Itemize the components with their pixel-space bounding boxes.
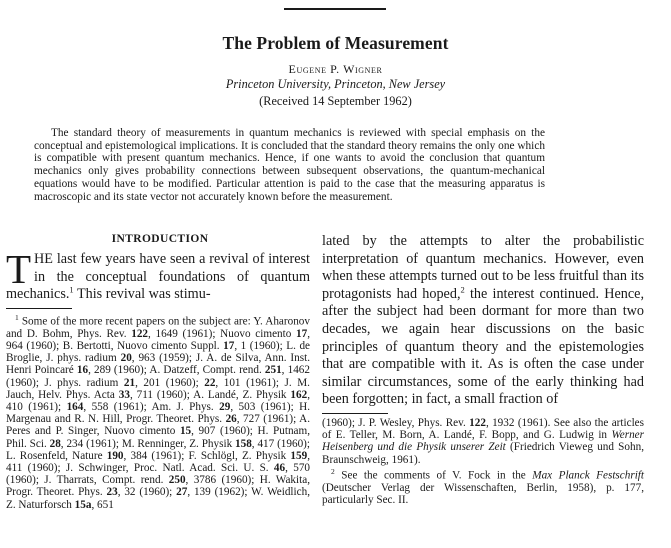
- intro-text-d: the interest continued. Hence, after the subject had been dormant for more than two decades, we again hear discussions on the basic principles of quantum theory and the epistemologies that are compatible with it. As is often the case under similar circumstances, some of the early thinking had been forgotten; in fact, a small fraction of: [322, 285, 644, 408]
- volume-number: 250: [168, 474, 186, 487]
- volume-number: 15a: [74, 498, 92, 511]
- volume-number: 159: [290, 449, 308, 462]
- intro-paragraph-start: [6, 246, 310, 304]
- volume-number: 17: [296, 327, 308, 340]
- volume-number: 251: [264, 364, 282, 377]
- volume-number: 16: [76, 364, 89, 377]
- volume-number: 122: [131, 327, 149, 340]
- intro-text-b: This revival was stimu-: [73, 286, 211, 303]
- italic-title: Werner Heisenberg und die Physik unserer Zeit: [322, 429, 644, 454]
- footnote-2: [322, 466, 644, 506]
- author-affiliation: Princeton University, Princeton, New Jersey: [225, 77, 446, 91]
- volume-number: 23: [106, 486, 118, 499]
- left-column: [6, 233, 310, 511]
- volume-number: 22: [204, 376, 216, 389]
- volume-number: 28: [49, 437, 61, 450]
- abstract: The standard theory of measurements in quantum mechanics is reviewed with special emphasis on the conceptual and epistemological implications. It is concluded that the standard theory remains the only one which is compatible with present quantum mechanics. Hence, if one wants to avoid the conclusion that quantum mechanics only gives probability connections between subsequent observations, the quantum-mechanical equations would have to be modified. Particular attention is paid to the case that the measuring apparatus is macroscopic and its state vector not accurately known before the measurement.: [34, 127, 545, 203]
- volume-number: 46: [273, 461, 286, 474]
- volume-number: 190: [106, 449, 124, 462]
- footnote-1-continued: [322, 417, 644, 466]
- footnote-rule: [6, 308, 72, 309]
- received-date: (Received 14 September 1962): [259, 94, 412, 108]
- right-column: [322, 233, 644, 506]
- drop-cap: T: [6, 246, 32, 292]
- footnote-1-continued-text: (1960); J. P. Wesley, Phys. Rev. 122, 1932 (1961). See also the articles of E. Teller, M. Born, A. Landé, F. Bopp, and G. Ludwig in Werner Heisenberg und die Physik unserer Zeit (Friedrich Vieweg und Sohn, Braunschweig, 1961).: [322, 416, 644, 466]
- paper-title: The Problem of Measurement: [222, 33, 449, 53]
- footnote-rule: [322, 413, 388, 414]
- author-name: Eugene P. Wigner: [288, 62, 383, 76]
- volume-number: 20: [120, 352, 132, 365]
- volume-number: 27: [176, 486, 188, 499]
- footnote-2-marker: 2: [331, 466, 335, 476]
- volume-number: 158: [235, 437, 252, 450]
- footnote-1-text: Some of the more recent papers on the subject are: Y. Aharonov and D. Bohm, Phys. Rev. 122, 1649 (1961); Nuovo cimento 17, 964 (1960); B. Bertotti, Nuovo cimento Suppl. 17, 1 (1960); L. de Broglie, J. phys. radium 20, 963 (1959); J. A. de Silva, Ann. Inst. Henri Poincaré 16, 289 (1960); A. Datzeff, Compt. rend. 251, 1462 (1960); J. phys. radium 21, 201 (1960); 22, 101 (1961); J. M. Jauch, Helv. Phys. Acta 33, 711 (1960); A. Landé, Z. Physik 162, 410 (1961); 164, 558 (1961); Am. J. Phys. 29, 503 (1961); H. Margenau and R. N. Hill, Progr. Theoret. Phys. 26, 727 (1961); A. Peres and P. Singer, Nuovo cimento 15, 907 (1960); H. Putnam, Phil. Sci. 28, 234 (1961); M. Renninger, Z. Physik 158, 417 (1960); L. Rosenfeld, Nature 190, 384 (1961); F. Schlögl, Z. Physik 159, 411 (1960); J. Schwinger, Proc. Natl. Acad. Sci. U. S. 46, 570 (1960); J. Tharrats, Compt. rend. 250, 3786 (1960); H. Wakita, Progr. Theoret. Phys. 23, 32 (1960); 27, 139 (1962); W. Weidlich, Z. Naturforsch 15a, 651: [6, 315, 311, 511]
- italic-title: Max Planck Festschrift: [532, 469, 645, 482]
- footnote-ref-2[interactable]: 2: [460, 284, 465, 295]
- volume-number: 29: [219, 400, 231, 413]
- top-rule: [284, 8, 386, 10]
- volume-number: 33: [118, 388, 130, 401]
- volume-number: 122: [469, 416, 486, 429]
- footnote-1-marker: 1: [15, 312, 19, 322]
- footnote-ref-1[interactable]: 1: [69, 284, 74, 295]
- intro-text-c: lated by the attempts to alter the probabilistic interpretation of quantum mechanics. However, even when these attempts turned out to be less fruitful than its protagonists had hoped,: [322, 233, 644, 302]
- intro-paragraph-continued: [322, 233, 644, 409]
- volume-number: 164: [66, 400, 84, 413]
- volume-number: 162: [290, 388, 308, 401]
- volume-number: 26: [225, 413, 237, 426]
- footnote-1: [6, 312, 310, 511]
- section-heading-introduction: INTRODUCTION: [111, 233, 209, 245]
- intro-text-a: HE last few years have seen a revival of interest in the conceptual foundations of quantum mechanics.: [6, 251, 310, 303]
- volume-number: 15: [179, 425, 192, 438]
- volume-number: 17: [223, 339, 235, 352]
- volume-number: 21: [123, 376, 136, 389]
- footnote-2-text: See the comments of V. Fock in the Max Planck Festschrift (Deutscher Verlag der Wissenschaften, Berlin, 1958), p. 177, particularly Sec. II.: [322, 469, 645, 506]
